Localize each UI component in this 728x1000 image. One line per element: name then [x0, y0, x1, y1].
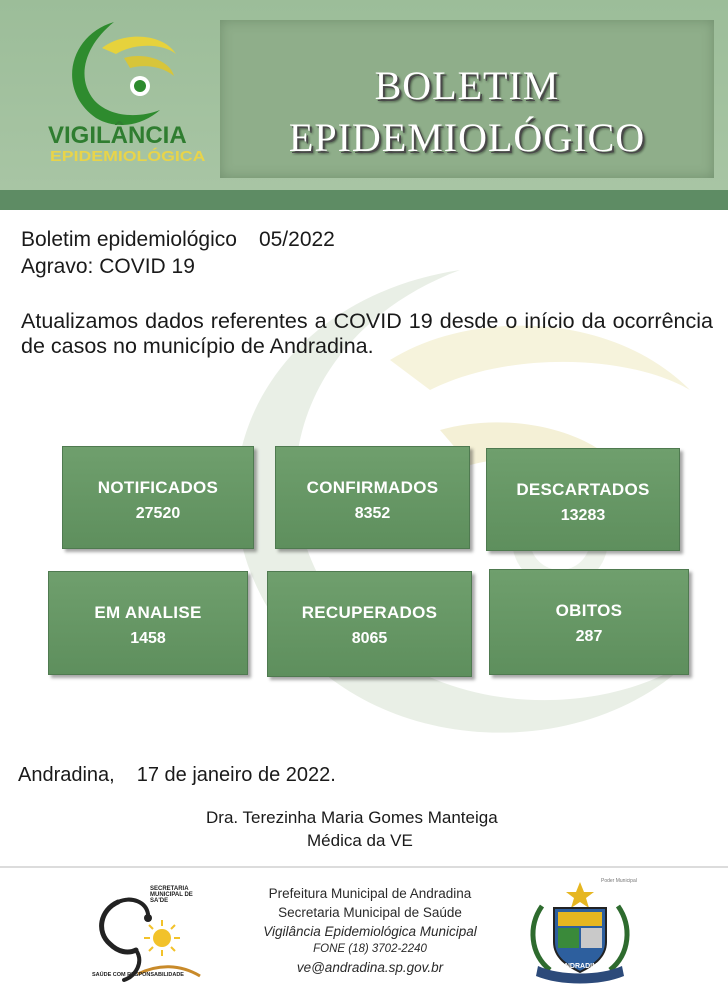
stat-card-confirmados	[275, 446, 470, 549]
footer-email[interactable]: ve@andradina.sp.gov.br	[296, 960, 444, 975]
agravo-line: Agravo: COVID 19	[21, 255, 195, 278]
signatory-name: Dra. Terezinha Maria Gomes Manteiga	[206, 808, 498, 827]
header-divider-band	[0, 190, 728, 210]
stat-value: 8065	[351, 630, 388, 647]
signatory-role: Médica da VE	[307, 831, 413, 850]
secretaria-logo-slogan: SAÚDE COM RESPONSABILIDADE	[92, 972, 184, 978]
title-panel	[220, 20, 714, 178]
page-title-line2: EPIDEMIOLÓGICO	[288, 115, 646, 160]
stat-card-recuperados	[267, 571, 472, 677]
stat-label: OBITOS	[555, 601, 623, 620]
stat-value: 27520	[135, 505, 181, 522]
stat-label: NOTIFICADOS	[97, 478, 219, 497]
bulletin-line	[21, 228, 335, 252]
secretaria-logo-text: SECRETARIA MUNICIPAL DE SA'DE	[150, 886, 193, 904]
footer-phone: FONE (18) 3702-2240	[313, 943, 427, 955]
logo-text-vigilancia: VIGILÂNCIA	[48, 122, 187, 149]
bulletin-label: Boletim epidemiológico	[21, 228, 237, 251]
stat-value: 13283	[560, 507, 606, 524]
stat-value: 287	[575, 628, 603, 645]
date-line	[18, 764, 336, 787]
crest-caption: Poder Municipal	[601, 878, 637, 884]
logo-text-epidemiologica: EPIDEMIOLÓGICA	[50, 148, 206, 165]
stat-label: EM ANALISE	[94, 603, 202, 622]
stat-card-notificados	[62, 446, 254, 549]
date-value: 17 de janeiro de 2022.	[136, 764, 336, 786]
stat-label: DESCARTADOS	[516, 480, 650, 499]
stat-value: 8352	[354, 505, 391, 522]
footer-prefeitura: Prefeitura Municipal de Andradina	[268, 886, 472, 901]
bulletin-number: 05/2022	[258, 228, 335, 251]
secretaria-saude-logo	[88, 880, 210, 992]
intro-paragraph: Atualizamos dados referentes a COVID 19 desde o início da ocorrência de casos no município de Andradina.	[21, 309, 713, 358]
stat-card-em-analise	[48, 571, 248, 675]
stat-label: RECUPERADOS	[301, 603, 438, 622]
footer-vigilancia: Vigilância Epidemiológica Municipal	[263, 924, 477, 939]
stat-card-obitos	[489, 569, 689, 675]
crest-band-text: ANDRADINA	[559, 963, 603, 970]
stat-value: 1458	[130, 630, 166, 647]
page-title-line1: BOLETIM	[374, 63, 560, 108]
stat-card-descartados	[486, 448, 680, 551]
stat-label: CONFIRMADOS	[306, 478, 439, 497]
footer-secretaria: Secretaria Municipal de Saúde	[278, 905, 462, 920]
header-banner	[0, 0, 728, 190]
footer-divider	[0, 866, 728, 868]
city-label: Andradina,	[18, 764, 115, 786]
